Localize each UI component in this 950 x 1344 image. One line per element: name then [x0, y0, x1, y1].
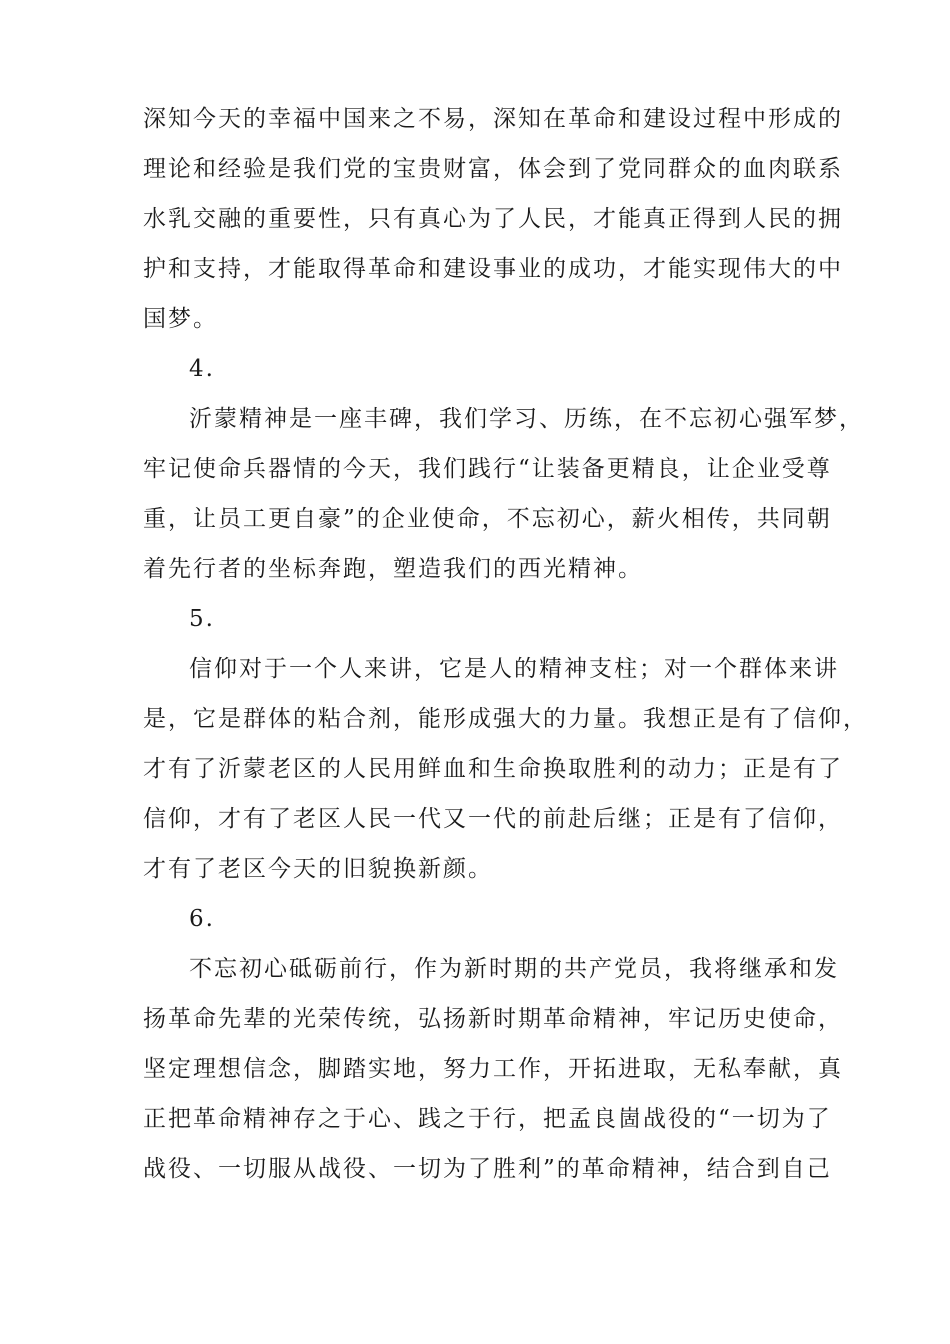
- paragraph-first-line: 信仰对于一个人来讲，它是人的精神支柱；对一个群体来讲: [189, 656, 839, 682]
- section-number: 4.: [189, 356, 215, 382]
- text-line: 牢记使命兵器情的今天，我们践行“让装备更精良，让企业受尊: [143, 456, 832, 482]
- paragraph-first-line: 不忘初心砥砺前行，作为新时期的共产党员，我将继承和发: [189, 956, 839, 982]
- text-line: 才有了沂蒙老区的人民用鲜血和生命换取胜利的动力；正是有了: [143, 756, 843, 782]
- paragraph-first-line: 沂蒙精神是一座丰碑，我们学习、历练，在不忘初心强军梦，: [189, 406, 864, 432]
- text-line: 护和支持，才能取得革命和建设事业的成功，才能实现伟大的中: [143, 256, 843, 282]
- text-line: 扬革命先辈的光荣传统，弘扬新时期革命精神，牢记历史使命，: [143, 1006, 843, 1032]
- text-line: 信仰，才有了老区人民一代又一代的前赴后继；正是有了信仰，: [143, 806, 843, 832]
- text-line: 国梦。: [143, 306, 218, 332]
- text-line: 深知今天的幸福中国来之不易，深知在革命和建设过程中形成的: [143, 106, 843, 132]
- text-line: 是，它是群体的粘合剂，能形成强大的力量。我想正是有了信仰，: [143, 706, 868, 732]
- text-line: 着先行者的坐标奔跑，塑造我们的西光精神。: [143, 556, 643, 582]
- section-number: 5.: [189, 606, 215, 632]
- text-line: 坚定理想信念，脚踏实地，努力工作，开拓进取，无私奉献，真: [143, 1056, 843, 1082]
- text-line: 才有了老区今天的旧貌换新颜。: [143, 856, 493, 882]
- text-line: 水乳交融的重要性，只有真心为了人民，才能真正得到人民的拥: [143, 206, 843, 232]
- text-line: 理论和经验是我们党的宝贵财富，体会到了党同群众的血肉联系: [143, 156, 843, 182]
- text-line: 正把革命精神存之于心、践之于行，把孟良崮战役的“一切为了: [143, 1106, 832, 1132]
- text-line: 重，让员工更自豪”的企业使命，不忘初心，薪火相传，共同朝: [143, 506, 832, 532]
- section-number: 6.: [189, 906, 215, 932]
- text-line: 战役、一切服从战役、一切为了胜利”的革命精神，结合到自己: [143, 1156, 832, 1182]
